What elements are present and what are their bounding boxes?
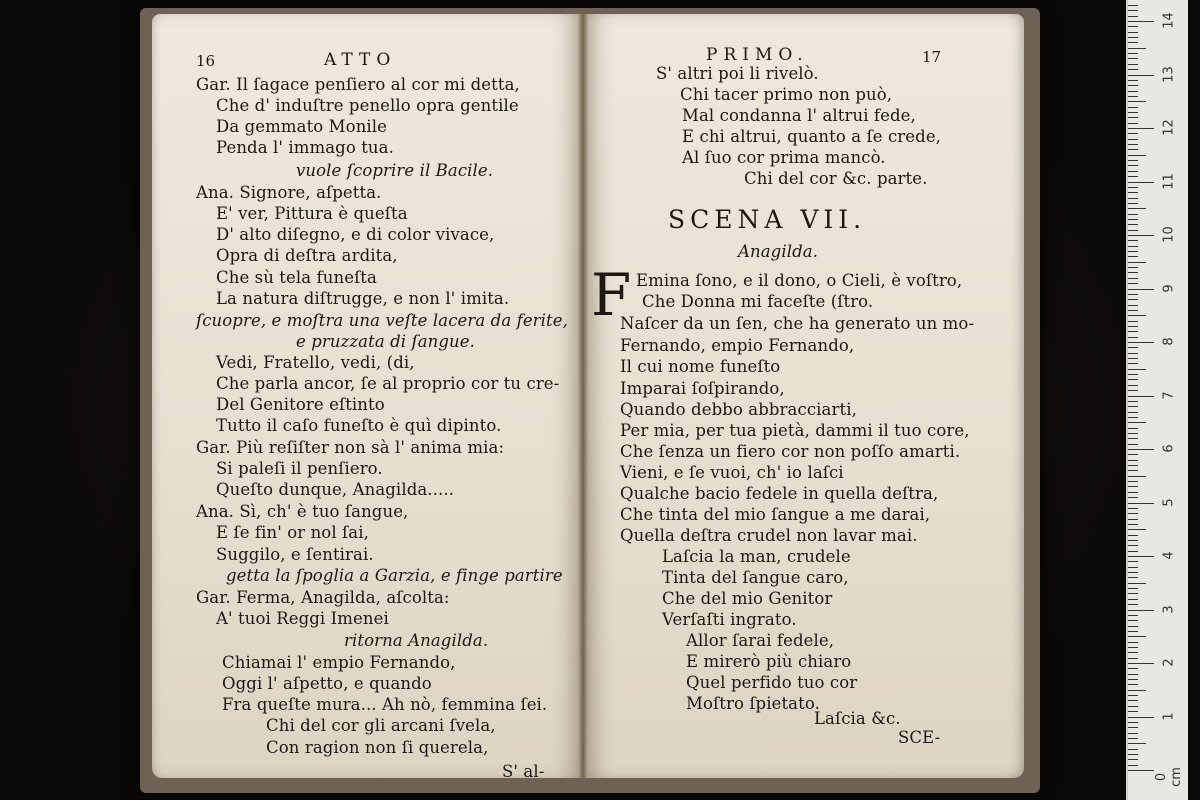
right-verse-line: Moſtro ſpietato. <box>686 694 820 713</box>
ruler-tick <box>1128 32 1138 33</box>
ruler-tick <box>1128 64 1138 65</box>
left-verse-line: Gar. Più reſiſter non sà l' anima mia: <box>196 438 505 457</box>
ruler-tick <box>1128 642 1138 643</box>
left-verse-line: Queſto dunque, Anagilda..... <box>216 480 455 499</box>
right-page-number: 17 <box>922 48 942 66</box>
left-verse-line: Ana. Signore, aſpetta. <box>196 183 382 202</box>
ruler-tick <box>1128 658 1138 659</box>
ruler-tick <box>1128 700 1138 701</box>
ruler-tick <box>1128 10 1138 11</box>
left-verse-line: Opra di deſtra ardita, <box>216 246 398 265</box>
ruler-label: 0 cm <box>1154 767 1184 787</box>
ruler-tick <box>1128 305 1138 306</box>
ruler-tick <box>1128 519 1138 520</box>
ruler-label: 13 <box>1161 65 1177 83</box>
ruler-tick <box>1128 337 1138 338</box>
left-verse-line: ſcuopre, e moſtra una veſte lacera da ferite, <box>196 311 568 330</box>
ruler-tick <box>1128 508 1138 509</box>
ruler-tick <box>1128 690 1146 691</box>
ruler-tick <box>1128 647 1138 648</box>
ruler-tick <box>1128 470 1138 471</box>
ruler-tick <box>1128 385 1138 386</box>
right-verse-line: Vieni, e ſe vuoi, ch' io laſci <box>620 463 844 482</box>
ruler-tick <box>1128 208 1146 209</box>
ruler-tick <box>1128 561 1138 562</box>
right-verse-line: Naſcer da un ſen, che ha generato un mo- <box>620 314 975 333</box>
right-verse-line: Per mia, per tua pietà, dammi il tuo core, <box>620 421 970 440</box>
left-verse-line: Oggi l' aſpetto, e quando <box>222 674 432 693</box>
ruler-tick <box>1128 75 1154 76</box>
right-verse-line: Che ſenza un fiero cor non poſſo amarti. <box>620 442 961 461</box>
ruler-tick <box>1128 412 1138 413</box>
left-verse-line: La natura diſtrugge, e non l' imita. <box>216 289 510 308</box>
right-verse-line: Che tinta del mio ſangue a me darai, <box>620 505 931 524</box>
ruler-tick <box>1128 684 1138 685</box>
ruler-tick <box>1128 139 1138 140</box>
ruler-tick <box>1128 182 1154 183</box>
left-verse-line: Da gemmato Monile <box>216 117 388 136</box>
ruler-tick <box>1128 251 1138 252</box>
ruler-label: 6 <box>1161 444 1177 453</box>
ruler-label: 5 <box>1161 497 1177 507</box>
ruler-tick <box>1128 240 1138 241</box>
ruler-tick <box>1128 759 1138 760</box>
left-verse-line: D' alto diſegno, e di color vivace, <box>216 225 495 244</box>
ruler-tick <box>1128 749 1138 750</box>
ruler-tick <box>1128 540 1138 541</box>
ruler-tick <box>1128 497 1138 498</box>
left-verse-line: Vedi, Fratello, vedi, (di, <box>216 353 415 372</box>
left-verse-line: Fra queſte mura... Ah nò, femmina ſei. <box>222 695 548 714</box>
ruler-tick <box>1128 5 1138 6</box>
ruler-tick <box>1128 738 1138 739</box>
ruler-tick <box>1128 149 1138 150</box>
ruler-tick <box>1128 486 1138 487</box>
left-verse-line: Gar. Il ſagace penſiero al cor mi detta, <box>196 75 520 94</box>
ruler-tick <box>1128 545 1138 546</box>
ruler-label: 10 <box>1161 226 1177 243</box>
ruler-tick <box>1128 69 1138 70</box>
right-verse-line: Il cui nome funeſto <box>620 357 781 376</box>
ruler-tick <box>1128 449 1154 450</box>
left-verse-line: vuole ſcoprire il Bacile. <box>296 161 494 180</box>
right-verse-line: Laſcia la man, crudele <box>662 547 851 566</box>
ruler-tick <box>1128 503 1154 504</box>
ruler-label: 12 <box>1161 119 1177 136</box>
ruler-tick <box>1128 278 1138 279</box>
ruler-tick <box>1128 770 1154 771</box>
right-verse-line: Laſcia &c. <box>814 709 901 728</box>
ruler-tick <box>1128 96 1138 97</box>
ruler-tick <box>1128 144 1138 145</box>
ruler-tick <box>1128 176 1138 177</box>
ruler-tick <box>1128 417 1138 418</box>
left-verse-line: E ſe fin' or nol ſai, <box>216 523 369 542</box>
ruler-tick <box>1128 289 1154 290</box>
ruler-tick <box>1128 85 1138 86</box>
ruler-tick <box>1128 390 1138 391</box>
left-verse-line: getta la ſpoglia a Garzia, e finge partire <box>226 566 563 585</box>
ruler-tick <box>1128 155 1146 156</box>
ruler-tick <box>1128 256 1138 257</box>
ruler-tick <box>1128 711 1138 712</box>
ruler-label: 9 <box>1161 283 1177 293</box>
right-verse-line: Che Donna mi faceſte (ſtro. <box>642 292 874 311</box>
right-verse-line: Al ſuo cor prima mancò. <box>682 148 886 167</box>
ruler-tick <box>1128 593 1138 594</box>
left-verse-line: Che parla ancor, ſe al proprio cor tu cre- <box>216 374 560 393</box>
ruler-tick <box>1128 117 1138 118</box>
ruler-tick <box>1128 620 1138 621</box>
ruler-tick <box>1128 663 1154 664</box>
right-verse-line: E chi altrui, quanto a ſe crede, <box>682 127 942 146</box>
ruler-tick <box>1128 101 1146 102</box>
ruler-tick <box>1128 363 1138 364</box>
ruler-tick <box>1128 91 1138 92</box>
left-page-number: 16 <box>196 52 216 70</box>
ruler-tick <box>1128 454 1138 455</box>
ruler-tick <box>1128 604 1138 605</box>
drop-cap: F <box>591 261 632 329</box>
ruler-label: 14 <box>1161 12 1177 29</box>
ruler-tick <box>1128 599 1138 600</box>
ruler-tick <box>1128 513 1138 514</box>
ruler-tick <box>1128 396 1154 397</box>
ruler-tick <box>1128 347 1138 348</box>
left-verse-line: E' ver, Pittura è queſta <box>216 204 408 223</box>
ruler-tick <box>1128 374 1138 375</box>
left-verse-line: S' al- <box>502 762 545 781</box>
ruler-tick <box>1128 112 1138 113</box>
ruler-tick <box>1128 26 1138 27</box>
ruler-tick <box>1128 235 1154 236</box>
ruler-tick <box>1128 326 1138 327</box>
ruler-tick <box>1128 438 1138 439</box>
ruler-tick <box>1128 572 1138 573</box>
ruler-tick <box>1128 401 1138 402</box>
ruler-tick <box>1128 433 1138 434</box>
ruler-tick <box>1128 272 1138 273</box>
ruler-tick <box>1128 123 1138 124</box>
scene-character: Anagilda. <box>738 242 819 261</box>
left-verse-line: Si paleſi il penſiero. <box>216 459 383 478</box>
ruler-tick <box>1128 315 1146 316</box>
right-verse-line: Quando debbo abbracciarti, <box>620 400 857 419</box>
ruler-tick <box>1128 262 1146 263</box>
ruler-tick <box>1128 481 1138 482</box>
ruler-tick <box>1128 695 1138 696</box>
ruler-tick <box>1128 48 1146 49</box>
ruler-tick <box>1128 556 1154 557</box>
ruler-tick <box>1128 577 1138 578</box>
ruler-tick <box>1128 422 1146 423</box>
ruler-tick <box>1128 428 1138 429</box>
left-verse-line: A' tuoi Reggi Imenei <box>216 609 389 628</box>
ruler-tick <box>1128 743 1146 744</box>
ruler-tick <box>1128 583 1146 584</box>
ruler-label: 1 <box>1161 711 1177 721</box>
right-running-head: PRIMO. <box>706 45 809 65</box>
ruler-tick <box>1128 524 1138 525</box>
ruler-tick <box>1128 321 1138 322</box>
ruler-tick <box>1128 203 1138 204</box>
book-gutter <box>578 14 588 778</box>
ruler-tick <box>1128 214 1138 215</box>
ruler-tick <box>1128 717 1154 718</box>
left-verse-line: Gar. Ferma, Anagilda, aſcolta: <box>196 588 450 607</box>
ruler-tick <box>1128 610 1154 611</box>
ruler-tick <box>1128 706 1138 707</box>
ruler-tick <box>1128 733 1138 734</box>
ruler-tick <box>1128 674 1138 675</box>
ruler-tick <box>1128 727 1138 728</box>
ruler-tick <box>1128 460 1138 461</box>
ruler-tick <box>1128 230 1138 231</box>
ruler-tick <box>1128 406 1138 407</box>
ruler-tick <box>1128 133 1138 134</box>
ruler-tick <box>1128 626 1138 627</box>
ruler-tick <box>1128 53 1138 54</box>
ruler-label: 4 <box>1161 551 1177 560</box>
right-verse-line: Allor ſarai fedele, <box>686 631 835 650</box>
ruler-tick <box>1128 310 1138 311</box>
left-running-head: ATTO <box>324 50 397 70</box>
right-verse-line: Quel perfido tuo cor <box>686 673 858 692</box>
ruler-tick <box>1128 567 1138 568</box>
left-verse-line: Ana. Sì, ch' è tuo ſangue, <box>196 502 409 521</box>
left-verse-line: e pruzzata di ſangue. <box>296 332 475 351</box>
ruler-tick <box>1128 80 1138 81</box>
ruler-tick <box>1128 444 1138 445</box>
right-verse-line: Imparai ſoſpirando, <box>620 379 785 398</box>
ruler-tick <box>1128 722 1138 723</box>
right-verse-line: Emina ſono, e il dono, o Cieli, è voſtro, <box>636 271 963 290</box>
ruler-tick <box>1128 165 1138 166</box>
ruler-tick <box>1128 631 1138 632</box>
ruler-label: 8 <box>1161 337 1177 346</box>
ruler-tick <box>1128 379 1138 380</box>
ruler-tick <box>1128 16 1138 17</box>
ruler-label: 3 <box>1161 604 1177 614</box>
ruler-tick <box>1128 37 1138 38</box>
left-verse-line: Che d' induſtre penello opra gentile <box>216 96 519 115</box>
right-verse-line: SCE- <box>898 728 941 747</box>
measurement-ruler <box>1126 0 1188 800</box>
ruler-tick <box>1128 492 1138 493</box>
right-verse-line: Chi tacer primo non può, <box>680 85 893 104</box>
right-verse-line: Fernando, empio Fernando, <box>620 336 855 355</box>
left-verse-line: Penda l' immago tua. <box>216 138 394 157</box>
left-verse-line: Che sù tela funeſta <box>216 268 377 287</box>
ruler-tick <box>1128 342 1154 343</box>
ruler-tick <box>1128 128 1154 129</box>
right-verse-line: Verſaſti ingrato. <box>662 610 797 629</box>
ruler-tick <box>1128 668 1138 669</box>
ruler-tick <box>1128 171 1138 172</box>
ruler-label: 11 <box>1161 172 1177 190</box>
ruler-tick <box>1128 107 1138 108</box>
ruler-tick <box>1128 331 1138 332</box>
right-verse-line: E mirerò più chiaro <box>686 652 852 671</box>
ruler-tick <box>1128 529 1146 530</box>
ruler-tick <box>1128 21 1154 22</box>
ruler-tick <box>1128 535 1138 536</box>
ruler-label: 2 <box>1161 658 1177 667</box>
right-verse-line: S' altri poi li rivelò. <box>656 64 819 83</box>
left-verse-line: Tutto il caſo funeſto è quì dipinto. <box>216 416 502 435</box>
ruler-tick <box>1128 754 1138 755</box>
ruler-tick <box>1128 299 1138 300</box>
right-verse-line: Che del mio Genitor <box>662 589 833 608</box>
ruler-tick <box>1128 267 1138 268</box>
ruler-tick <box>1128 198 1138 199</box>
left-verse-line: Chi del cor gli arcani ſvela, <box>266 716 496 735</box>
ruler-tick <box>1128 652 1138 653</box>
ruler-tick <box>1128 192 1138 193</box>
ruler-tick <box>1128 160 1138 161</box>
right-verse-line: Mal condanna l' altrui fede, <box>682 106 916 125</box>
ruler-tick <box>1128 224 1138 225</box>
ruler-tick <box>1128 294 1138 295</box>
ruler-tick <box>1128 615 1138 616</box>
right-verse-line: Quella deſtra crudel non lavar mai. <box>620 526 918 545</box>
ruler-tick <box>1128 765 1138 766</box>
ruler-tick <box>1128 58 1138 59</box>
ruler-tick <box>1128 465 1138 466</box>
scene-title: SCENA VII. <box>668 205 867 234</box>
right-verse-line: Qualche bacio fedele in quella deſtra, <box>620 484 939 503</box>
ruler-tick <box>1128 283 1138 284</box>
ruler-tick <box>1128 551 1138 552</box>
ruler-tick <box>1128 369 1146 370</box>
ruler-tick <box>1128 219 1138 220</box>
right-verse-line: Chi del cor &c. parte. <box>744 169 928 188</box>
right-verse-line: Tinta del ſangue caro, <box>662 568 849 587</box>
ruler-tick <box>1128 679 1138 680</box>
ruler-tick <box>1128 358 1138 359</box>
left-verse-line: Con ragion non ſi querela, <box>266 738 489 757</box>
ruler-tick <box>1128 476 1146 477</box>
left-verse-line: ritorna Anagilda. <box>344 631 489 650</box>
ruler-tick <box>1128 246 1138 247</box>
ruler-tick <box>1128 588 1138 589</box>
ruler-tick <box>1128 636 1146 637</box>
left-verse-line: Del Genitore eſtinto <box>216 395 385 414</box>
left-verse-line: Suggilo, e ſentirai. <box>216 545 374 564</box>
ruler-tick <box>1128 187 1138 188</box>
ruler-tick <box>1128 42 1138 43</box>
ruler-tick <box>1128 353 1138 354</box>
left-verse-line: Chiamai l' empio Fernando, <box>222 653 456 672</box>
ruler-label: 7 <box>1161 390 1177 400</box>
